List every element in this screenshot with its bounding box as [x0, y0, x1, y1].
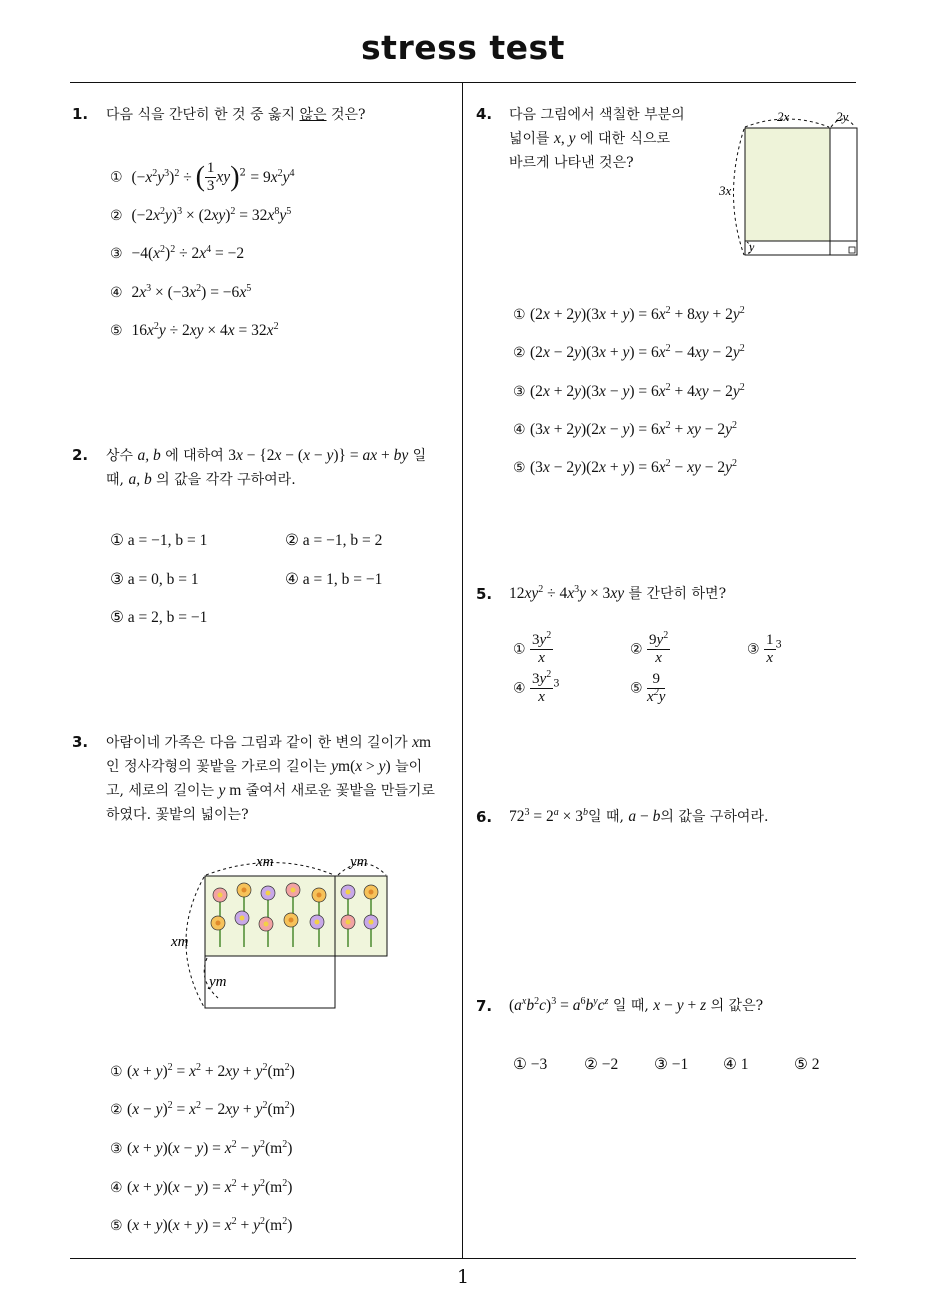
- option-1[interactable]: ① $\frac{3y^2}{x}$: [513, 630, 552, 666]
- question-number: 4.: [476, 105, 493, 123]
- label-inner: ym: [209, 974, 227, 990]
- column-divider: [462, 83, 463, 1258]
- label-top-left: xm: [256, 854, 274, 870]
- question-text: $12xy^2 \div 4x^3y \times 3xy$ 를 간단히 하면?: [509, 584, 727, 602]
- option-3[interactable]: ③ $-4(x^2)^2 \div 2x^4 = -2$: [110, 244, 245, 262]
- question-text: 다음 식을 간단히 한 것 중 옳지 않은 것은?: [106, 107, 366, 123]
- option-2[interactable]: ② $(x - y)^2 = x^2 - 2xy + y^2(m^2)$: [110, 1100, 295, 1118]
- label-inner: y: [749, 240, 755, 254]
- option-5[interactable]: ⑤ a = 2, b = −1: [110, 609, 208, 626]
- option-1[interactable]: ① $(-x^2y^3)^2$ ÷ ( $\frac{1}{3}$ $xy)^2 = 9x^2y^4$: [110, 160, 295, 194]
- option-3[interactable]: ③ $(2x + 2y)(3x - y) = 6x^2 + 4xy - 2y^2$: [513, 382, 745, 400]
- option-5[interactable]: ⑤ $(3x - 2y)(2x + y) = 6x^2$ − xy − $2y^2$: [513, 458, 738, 476]
- option-5[interactable]: ⑤ $16x^2y \div 2xy \times 4x = 32x^2$: [110, 321, 279, 339]
- question-number: 2.: [72, 446, 89, 464]
- shaded-region: [745, 128, 830, 241]
- title-rule: [70, 82, 856, 83]
- question-text: $72^3 = 2^a \times 3^b$일 때, a − b의 값을 구하여라.: [509, 807, 769, 825]
- option-3[interactable]: ③ a = 0, b = 1: [110, 571, 199, 588]
- flower-garden-figure: [168, 850, 408, 1020]
- option-4[interactable]: ④ $2x^3 \times (-3x^2) = -6x^5$: [110, 283, 252, 301]
- option-1[interactable]: ① $(x + y)^2 = x^2 + 2xy + y^2(m^2)$: [110, 1062, 295, 1080]
- question-number: 5.: [476, 585, 493, 603]
- option-5[interactable]: ⑤ 2: [794, 1056, 820, 1073]
- option-2[interactable]: ② −2: [584, 1056, 619, 1073]
- question-text: $(a^xb^2c)^3 = a^6b^yc^z$ 일 때, x − y + z 의 값은?: [509, 996, 764, 1014]
- page-title: stress test: [361, 28, 565, 67]
- question-text: 상수 a, b 에 대하여 3x − {2x − (x − y)} = ax + by 일 때, a, b 의 값을 각각 구하여라.: [106, 447, 427, 488]
- option-3[interactable]: ③ $\frac{1}{x}$ $^3$: [747, 632, 782, 666]
- option-3[interactable]: ③ −1: [654, 1056, 689, 1073]
- question-number: 6.: [476, 808, 493, 826]
- question-number: 3.: [72, 733, 89, 751]
- option-2[interactable]: ② a = −1, b = 2: [285, 532, 383, 549]
- label-top-right: ym: [350, 854, 368, 870]
- option-1[interactable]: ① $(2x + 2y)(3x + y) = 6x^2 + 8xy + 2y^2$: [513, 305, 745, 323]
- label-left: 3x: [719, 183, 732, 198]
- label-left: xm: [171, 934, 189, 950]
- label-top-right: 2y: [836, 109, 849, 124]
- question-text: 다음 그림에서 색칠한 부분의 넓이를 x, y 에 대한 식으로 바르게 나타낸 것은?: [509, 107, 685, 171]
- rectangle-figure: [715, 105, 865, 265]
- option-5[interactable]: ⑤ $(x + y)(x + y) = x^2 + y^2(m^2)$: [110, 1216, 293, 1234]
- option-1[interactable]: ① a = −1, b = 1: [110, 532, 208, 549]
- option-4[interactable]: ④ 1: [723, 1056, 749, 1073]
- option-2[interactable]: ② $(2x - 2y)(3x + y) = 6x^2 - 4xy - 2y^2$: [513, 343, 745, 361]
- question-number: 7.: [476, 997, 493, 1015]
- question-text: 아람이네 가족은 다음 그림과 같이 한 변의 길이가 xm 인 정사각형의 꽃밭을 가로의 길이는 ym(x > y) 늘이 고, 세로의 길이는 y m 줄여서 새로운 꽃밭을 만들기로 하였다. 꽃밭의 넓이는?: [106, 734, 435, 823]
- option-2[interactable]: ② $\frac{9y^2}{x}$: [630, 630, 669, 666]
- option-4[interactable]: ④ $(x + y)(x - y) = x^2 + y^2(m^2)$: [110, 1178, 293, 1196]
- option-1[interactable]: ① −3: [513, 1056, 548, 1073]
- question-number: 1.: [72, 105, 89, 123]
- page-number: 1: [456, 1266, 470, 1288]
- option-2[interactable]: ② $(-2x^2y)^3 \times (2xy)^2 = 32x^8y^5$: [110, 206, 292, 224]
- option-4[interactable]: ④ $(3x + 2y)(2x - y) = 6x^2$ + xy − $2y^2$: [513, 420, 738, 438]
- label-top-left: 2x: [777, 109, 790, 124]
- footer-rule: [70, 1258, 856, 1259]
- option-4[interactable]: ④ $\frac{3y^2}{x}$ $^3$: [513, 669, 560, 705]
- option-3[interactable]: ③ $(x + y)(x - y) = x^2 - y^2(m^2)$: [110, 1139, 293, 1157]
- option-4[interactable]: ④ a = 1, b = −1: [285, 571, 383, 588]
- option-5[interactable]: ⑤ $\frac{9}{x^2y}$: [630, 671, 666, 705]
